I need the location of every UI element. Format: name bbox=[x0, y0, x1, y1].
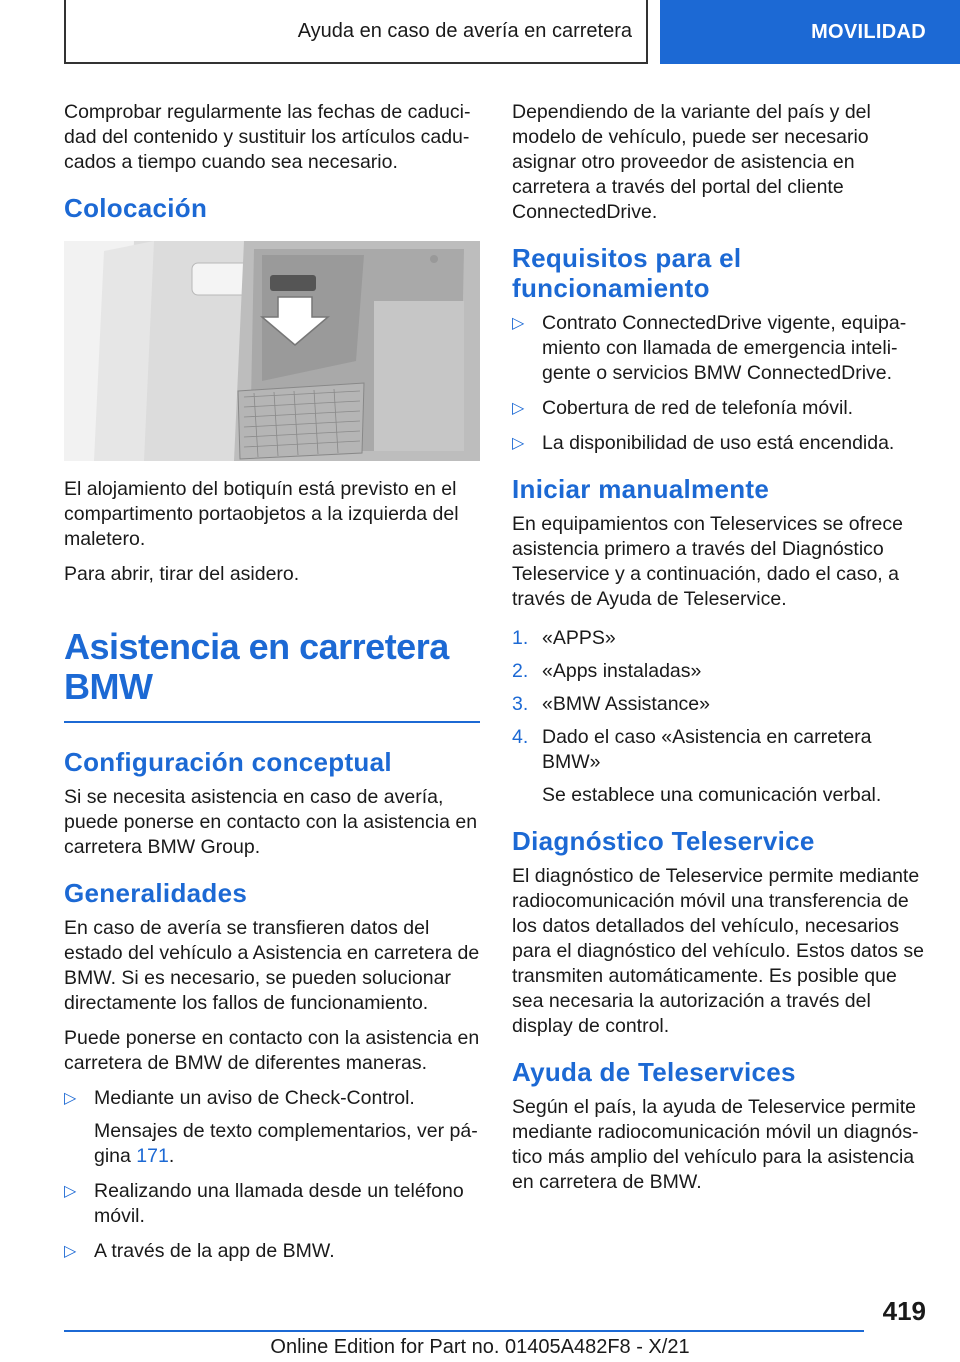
list-item bbox=[512, 396, 928, 421]
footer-edition: Online Edition for Part no. 01405A482F8 - X/21 bbox=[270, 1336, 690, 1358]
manual-start-text: En equipamientos con Teleservices se ofrece asistencia primero a través del Diagnóstico Teleservice y a continuación, dado el caso, a través de Ayuda de Teleservice. bbox=[512, 513, 903, 610]
intro-paragraph: Dependiendo de la variante del país y del modelo de vehículo, puede ser necesario asignar otro proveedor de asistencia en carretera a través del portal del cliente ConnectedDrive. bbox=[512, 101, 871, 223]
bullet-triangle-icon: ▷ bbox=[512, 435, 525, 452]
list-item-text: A través de la app de BMW. bbox=[94, 1240, 335, 1262]
step-text: «Apps instaladas» bbox=[542, 660, 702, 682]
left-column bbox=[64, 100, 480, 1274]
teleservice-help-heading: Ayuda de Teleservices bbox=[512, 1057, 796, 1087]
list-item-text: La disponibilidad de uso está encendida. bbox=[542, 432, 895, 454]
concept-heading: Configuración conceptual bbox=[64, 747, 392, 777]
open-instruction: Para abrir, tirar del asidero. bbox=[64, 563, 300, 585]
list-item bbox=[64, 1239, 480, 1264]
list-item bbox=[64, 1086, 480, 1169]
list-item bbox=[64, 1179, 480, 1229]
teleservice-help-text: Según el país, la ayuda de Teleservice permite mediante radiocomunicación móvil un diagnóstico más amplio del vehículo para la asistencia en carretera de BMW. bbox=[512, 1096, 919, 1193]
first-aid-compartment-image bbox=[64, 241, 480, 461]
diagnosis-heading: Diagnóstico Teleservice bbox=[512, 826, 815, 856]
section-title: Ayuda en caso de avería en carretera bbox=[297, 19, 632, 42]
contact-methods-list bbox=[64, 1086, 480, 1264]
subtext: Mensajes de texto complementarios, ver página bbox=[94, 1120, 478, 1167]
footer-divider bbox=[64, 1330, 864, 1332]
bullet-triangle-icon: ▷ bbox=[64, 1090, 77, 1107]
page-number: 419 bbox=[882, 1296, 926, 1326]
bullet-triangle-icon: ▷ bbox=[512, 400, 525, 417]
subtext-end: . bbox=[168, 1145, 175, 1167]
step-subtext: Se establece una comunicación verbal. bbox=[542, 784, 882, 806]
list-item-text: Contrato ConnectedDrive vigente, equipamiento con llamada de emergencia inteligente o servicios BMW ConnectedDrive. bbox=[542, 312, 907, 384]
list-item bbox=[512, 311, 928, 386]
header-chapter-tab[interactable] bbox=[660, 0, 960, 64]
general-heading: Generalidades bbox=[64, 878, 248, 908]
manual-start-heading: Iniciar manualmente bbox=[512, 474, 770, 504]
chapter-title: MOVILIDAD bbox=[811, 20, 926, 43]
list-item-subtext bbox=[94, 1119, 480, 1169]
intro-paragraph: Comprobar regularmente las fechas de caducidad del contenido y sustituir los artículos caducados a tiempo cuando sea necesario. bbox=[64, 101, 471, 173]
list-item-text: Mediante un aviso de Check-Control. bbox=[94, 1087, 415, 1109]
step-text: «APPS» bbox=[542, 627, 616, 649]
requirements-heading: Requisitos para el funcionamiento bbox=[512, 243, 742, 303]
page-link[interactable]: 171 bbox=[136, 1145, 169, 1167]
diagnosis-text: El diagnóstico de Teleservice permite mediante radiocomunicación móvil una transferencia de los datos detallados del vehículo, necesarios para el diagnóstico del vehículo. Estos datos se transmiten automáticamente. Es posible que sea necesaria la autorización a través del display de control. bbox=[512, 865, 924, 1037]
header-section-title bbox=[64, 0, 648, 64]
step-text: Dado el caso «Asistencia en carretera BMW» bbox=[542, 726, 872, 773]
requirements-list bbox=[512, 311, 928, 456]
bullet-triangle-icon: ▷ bbox=[512, 315, 525, 332]
bullet-triangle-icon: ▷ bbox=[64, 1243, 77, 1260]
step-number: 1. bbox=[512, 627, 529, 649]
section-heading: Asistencia en carretera BMW bbox=[64, 627, 480, 723]
steps-list bbox=[512, 626, 928, 808]
step-number: 3. bbox=[512, 693, 529, 715]
list-item bbox=[512, 431, 928, 456]
step-number: 2. bbox=[512, 660, 529, 682]
right-column bbox=[512, 100, 928, 1205]
list-item bbox=[512, 626, 928, 651]
list-item bbox=[512, 659, 928, 684]
list-item-text: Realizando una llamada desde un teléfono móvil. bbox=[94, 1180, 464, 1227]
placement-text: El alojamiento del botiquín está previsto en el compartimento portaobjetos a la izquierda del maletero. bbox=[64, 478, 459, 550]
compartment-illustration bbox=[64, 241, 480, 461]
bullet-triangle-icon: ▷ bbox=[64, 1183, 77, 1200]
concept-text: Si se necesita asistencia en caso de avería, puede ponerse en contacto con la asistencia en carretera BMW Group. bbox=[64, 786, 478, 858]
list-item bbox=[512, 692, 928, 717]
list-item-text: Cobertura de red de telefonía móvil. bbox=[542, 397, 854, 419]
list-item bbox=[512, 725, 928, 808]
general-text-1: En caso de avería se transfieren datos del estado del vehículo a Asistencia en carretera de BMW. Si es necesario, se pueden solucionar directamente los fallos de funcionamiento. bbox=[64, 917, 480, 1014]
placement-heading: Colocación bbox=[64, 193, 208, 223]
step-text: «BMW Assistance» bbox=[542, 693, 710, 715]
step-number: 4. bbox=[512, 726, 529, 748]
general-text-2: Puede ponerse en contacto con la asistencia en carretera de BMW de diferentes maneras. bbox=[64, 1027, 480, 1074]
